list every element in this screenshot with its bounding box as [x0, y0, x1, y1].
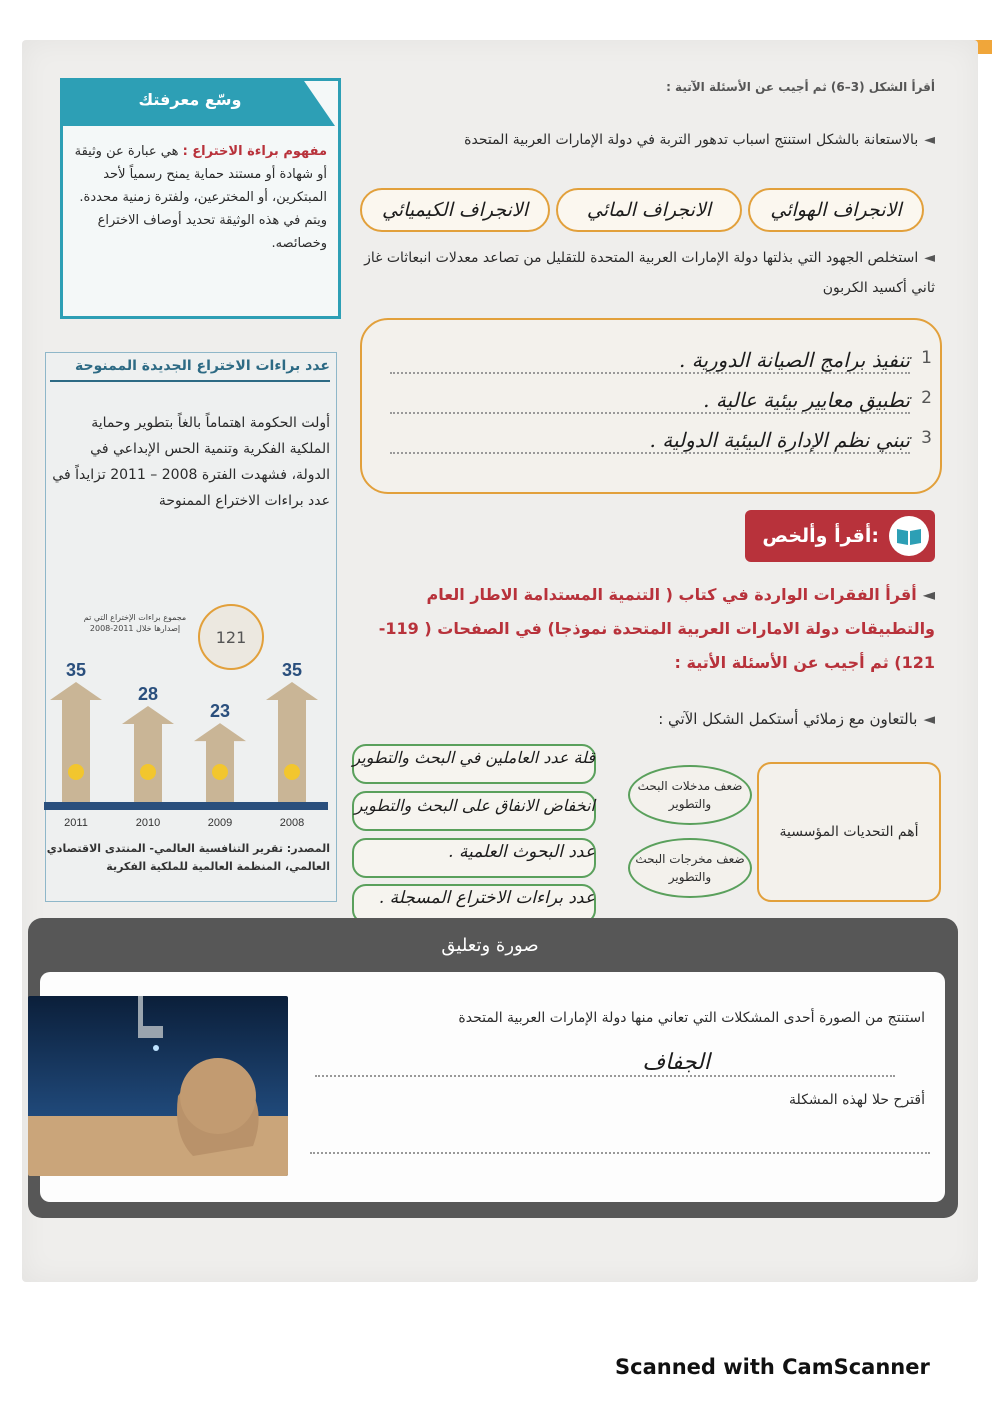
answer-text: تنفيذ برامج الصيانة الدورية .	[679, 348, 910, 372]
answers-box	[360, 318, 942, 494]
chart-category-label: 2008	[279, 817, 305, 829]
answer-pill-2: الانجراف المائي	[556, 188, 742, 232]
answer-number: 1	[921, 348, 932, 368]
expand-knowledge-title: وسّع معرفتك	[138, 90, 242, 109]
lightbulb-icon	[140, 764, 156, 780]
chart-bar-2009	[194, 723, 246, 802]
book-icon	[889, 516, 929, 556]
handwritten-answer-4: عدد براءات الاختراع المسجلة .	[378, 888, 595, 908]
photo-answer-1: الجفاف	[642, 1050, 710, 1075]
cooperation-text: بالتعاون مع زملائي أستكمل الشكل الآتي :	[658, 710, 918, 728]
expand-knowledge-body	[72, 140, 327, 255]
patents-title: عدد براءات الاختراع الجديدة الممنوحة	[50, 358, 330, 382]
read-paragraph-text: أقرأ الفقرات الواردة في كتاب ( التنمية المستدامة الاطار العام والتطبيقات دولة الامارات العربية المتحدة نموذجا) في الصفحات ( 119-121) ثم أجيب عن الأسئلة الأتية :	[378, 585, 935, 672]
section-heading: أقرأ الشكل (3–6) ثم أجيب عن الأسئلة الآتية :	[666, 80, 935, 94]
bullet-icon: ◄	[924, 250, 935, 266]
answer-number: 3	[921, 428, 932, 448]
challenges-box: أهم التحديات المؤسسية	[757, 762, 941, 902]
patents-total-caption: مجموع براءات الإختراع التي تم إصدارها خلال 2011-2008	[83, 613, 187, 633]
answer-pill-1: الانجراف الهوائي	[748, 188, 924, 232]
photo-question-1: استنتج من الصورة أحدى المشكلات التي تعاني منها دولة الإمارات العربية المتحدة	[458, 1010, 925, 1026]
answer-number: 2	[921, 388, 932, 408]
answer-pill-3: الانجراف الكيميائي	[360, 188, 550, 232]
answer-line-3	[390, 418, 932, 454]
chart-bar-2010	[122, 706, 174, 802]
knowledge-definition: هي عبارة عن وثيقة أو شهادة أو مستند حماية يمنح رسمياً لأحد المبتكرين، أو المخترعين، ولفترة زمنية محددة. ويتم في هذه الوثيقة تحديد أوصاف الاختراع وخصائصه.	[74, 144, 327, 251]
scanner-footer: Scanned with CamScanner	[615, 1355, 930, 1379]
question-2	[360, 243, 935, 303]
lightbulb-icon	[284, 764, 300, 780]
photo-comment-title: صورة وتعليق	[441, 935, 539, 956]
source-text: تقرير التنافسية العالمي- المنتدى الاقتصادي العالمي، المنظمة العالمية للملكية الفكرية	[46, 842, 330, 873]
knowledge-term: مفهوم براءة الاختراع :	[182, 144, 327, 159]
chart-value-label: 28	[137, 684, 159, 704]
question-1-text: بالاستعانة بالشكل استنتج اسباب تدهور التربة في دولة الإمارات العربية المتحدة	[464, 132, 919, 148]
chart-baseline	[44, 802, 328, 810]
chart-bar-2011	[50, 682, 102, 802]
read-summarize-badge	[745, 510, 935, 562]
photo-question-2: أقترح حلا لهذه المشكلة	[789, 1092, 925, 1108]
chart-value-label: 35	[65, 660, 87, 680]
handwritten-answer-3: عدد البحوث العلمية .	[448, 842, 595, 862]
badge-label: أقرأ وألخص:	[762, 525, 879, 547]
answer-line-1	[390, 338, 932, 374]
drought-photo	[28, 996, 288, 1176]
read-paragraph	[360, 578, 935, 680]
answer-line-2	[390, 378, 932, 414]
chart-category-label: 2009	[207, 817, 233, 829]
oval-inputs: ضعف مدخلات البحث والتطوير	[628, 765, 752, 825]
chart-value-label: 35	[281, 660, 303, 680]
chart-bar-2008	[266, 682, 318, 802]
chart-category-label: 2011	[64, 817, 88, 829]
question-2-text: استخلص الجهود التي بذلتها دولة الإمارات العربية المتحدة للتقليل من تصاعد معدلات انبعاثات غاز ثاني أكسيد الكربون	[364, 250, 935, 296]
answer-dotted-line-2	[310, 1152, 930, 1154]
chart-value-label: 23	[209, 701, 231, 722]
answer-dotted-line-1	[315, 1075, 895, 1077]
bullet-icon: ◄	[922, 585, 935, 604]
patents-source	[45, 840, 330, 876]
bullet-icon: ◄	[923, 710, 935, 728]
handwritten-answer-1: قلة عدد العاملين في البحث والتطوير	[352, 748, 595, 767]
patents-chart	[40, 650, 340, 840]
chart-category-label: 2010	[135, 817, 161, 829]
question-1	[360, 125, 935, 155]
source-label: المصدر:	[286, 842, 330, 855]
cooperation-prompt	[520, 710, 935, 728]
patents-total-circle: 121	[198, 604, 264, 670]
oval-outputs: ضعف مخرجات البحث والتطوير	[628, 838, 752, 898]
answer-text: تبني نظم الإدارة البيئية الدولية .	[649, 428, 910, 452]
patents-body: أولت الحكومة اهتماماً بالغاً بتطوير وحماية الملكية الفكرية وتنمية الحس الإبداعي في الدولة، فشهدت الفترة 2008 – 2011 تزايداً في عدد براءات الاختراع الممنوحة	[52, 415, 330, 509]
handwritten-answer-2: انخفاض الانفاق على البحث والتطوير	[354, 796, 595, 815]
lightbulb-icon	[68, 764, 84, 780]
answer-text: تطبيق معايير بيئية عالية .	[703, 388, 910, 412]
lightbulb-icon	[212, 764, 228, 780]
bullet-icon: ◄	[924, 132, 935, 148]
